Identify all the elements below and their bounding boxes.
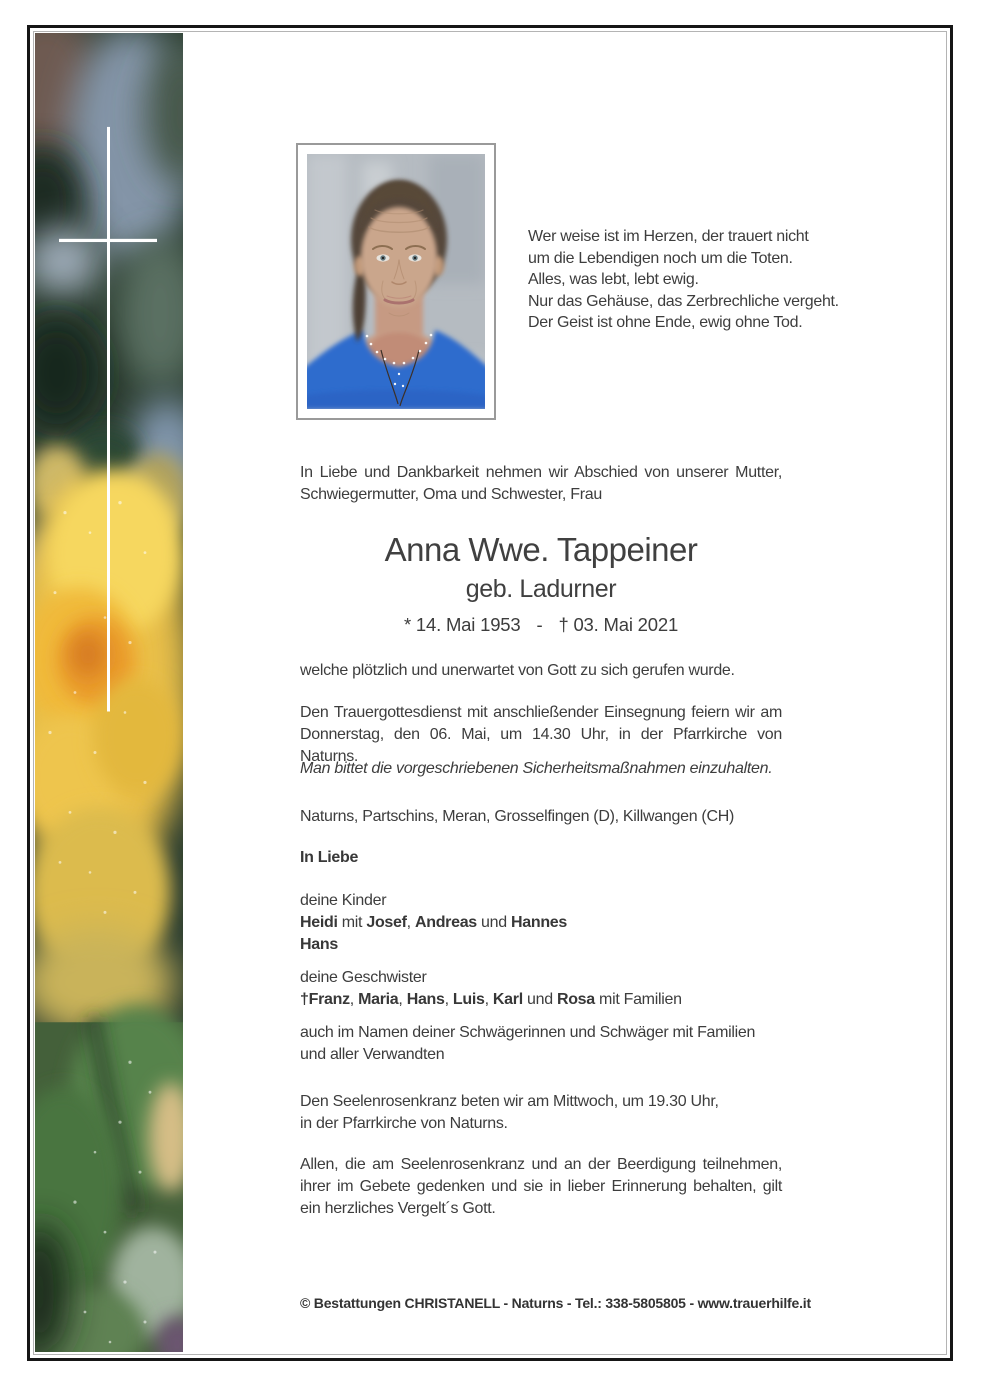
places-text: Naturns, Partschins, Meran, Grosselfingen (D), Killwangen (CH) xyxy=(300,808,735,825)
poem-line: um die Lebendigen noch um die Toten. xyxy=(528,249,793,267)
portrait-photo xyxy=(307,154,485,409)
birth-date: * 14. Mai 1953 xyxy=(403,614,521,635)
intro-text: In Liebe und Dankbarkeit nehmen wir Abschied von unserer Mutter, Schwiegermutter, Oma und Schwester, Frau xyxy=(300,464,782,503)
rose-photo-strip xyxy=(35,33,183,1352)
children-label: deine Kinder xyxy=(300,892,387,909)
relatives-block xyxy=(300,1022,782,1066)
child-hans: Hans xyxy=(300,936,338,953)
poem-line: Nur das Gehäuse, das Zerbrechliche vergeht. xyxy=(528,292,839,310)
in-liebe-text: In Liebe xyxy=(300,849,359,866)
poem xyxy=(528,226,839,334)
life-dates xyxy=(300,613,782,637)
thanks-text: Allen, die am Seelenrosenkranz und an der Beerdigung teilnehmen, ihrer im Gebete gedenken und sie in lieber Erinnerung behalten, gilt ein herzliches Vergelt´s Gott. xyxy=(300,1156,782,1217)
siblings-names: †Franz, Maria, Hans, Luis, Karl und Rosa mit Familien xyxy=(300,991,682,1008)
maiden-name: geb. Ladurner xyxy=(465,575,617,603)
rosary-block xyxy=(300,1091,782,1135)
rosary-line: in der Pfarrkirche von Naturns. xyxy=(300,1115,508,1132)
death-date: † 03. Mai 2021 xyxy=(558,614,679,635)
rosary-line: Den Seelenrosenkranz beten wir am Mittwoch, um 19.30 Uhr, xyxy=(300,1093,719,1110)
siblings-label: deine Geschwister xyxy=(300,969,427,986)
poem-line: Der Geist ist ohne Ende, ewig ohne Tod. xyxy=(528,314,803,331)
siblings-block xyxy=(300,967,782,1011)
safety-note: Man bittet die vorgeschriebenen Sicherheitsmaßnahmen einzuhalten. xyxy=(300,760,773,777)
called-text: welche plötzlich und unerwartet von Gott zu sich gerufen wurde. xyxy=(300,662,735,679)
portrait-frame xyxy=(296,143,496,420)
poem-line: Wer weise ist im Herzen, der trauert nicht xyxy=(528,228,809,245)
deceased-name: Anna Wwe. Tappeiner xyxy=(384,531,698,568)
rose-photo xyxy=(35,33,183,1352)
footer-text: © Bestattungen CHRISTANELL - Naturns - Tel.: 338-5805805 - www.trauerhilfe.it xyxy=(300,1295,811,1311)
service-text: Den Trauergottesdienst mit anschließender Einsegnung feiern wir am Donnerstag, den 06. Mai, um 14.30 Uhr, in der Pfarrkirche von Naturns. xyxy=(300,704,782,765)
children-block xyxy=(300,890,782,956)
children-names: Heidi mit Josef, Andreas und Hannes xyxy=(300,914,567,931)
poem-line: Alles, was lebt, lebt ewig. xyxy=(528,271,699,288)
relatives-line: auch im Namen deiner Schwägerinnen und Schwäger mit Familien xyxy=(300,1024,756,1041)
date-separator: - xyxy=(536,614,543,635)
relatives-line: und aller Verwandten xyxy=(300,1046,445,1063)
